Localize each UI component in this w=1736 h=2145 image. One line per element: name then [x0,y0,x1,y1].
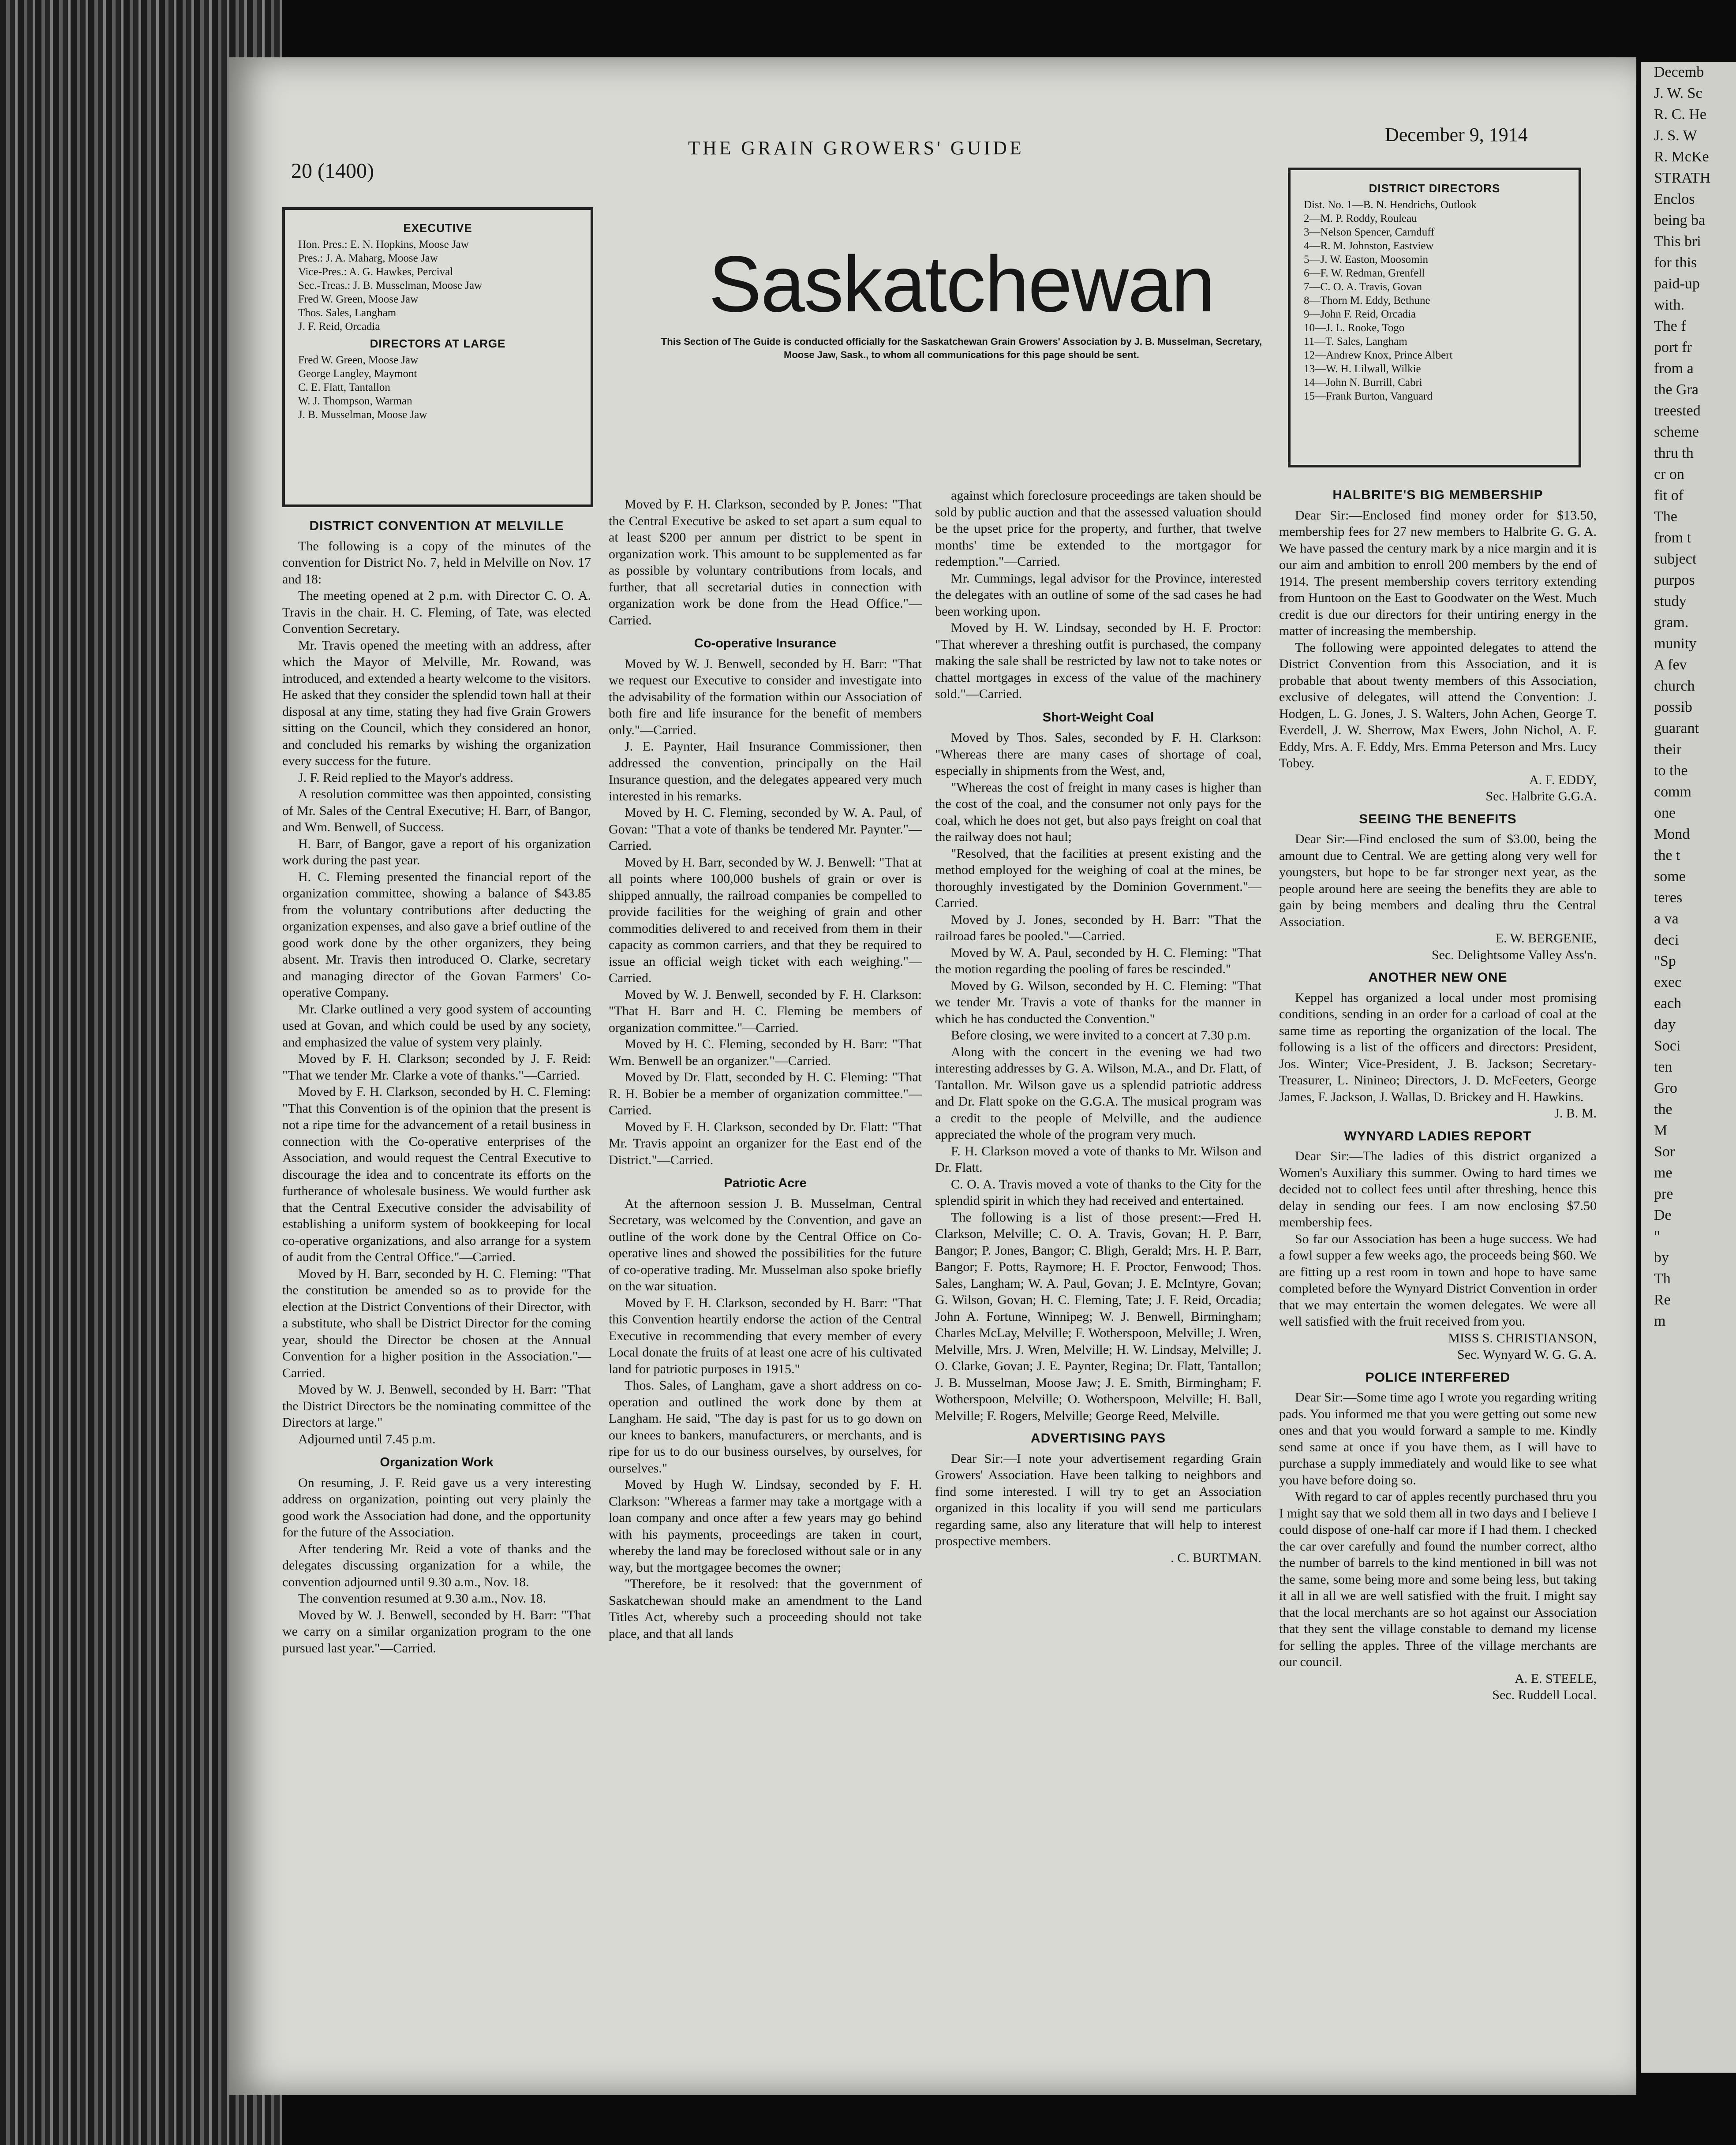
paragraph: Keppel has organized a local under most promising conditions, sending in an order for a carload of coal at the same time as reporting the organization of the local. The following is a list of the officers and directors: President, Jos. Winter; Vice-President, J. B. Jackson; Secretary-Treasurer, L. Ninineo; Directors, J. D. McFeeters, George James, F. Jackson, J. Wallas, D. Brickey and H. Hawkins. [1279,990,1597,1104]
text-fragment: munity [1654,635,1697,652]
text-fragment: church [1654,678,1695,694]
paragraph: J. E. Paynter, Hail Insurance Commissioner, then addressed the convention, principally on the Hail Insurance question, and the delegates appeared very much interested in his remarks. [609,739,922,803]
list-item: Sec.-Treas.: J. B. Musselman, Moose Jaw [298,280,483,291]
column-3 [935,487,1261,1566]
article-heading: HALBRITE'S BIG MEMBERSHIP [1332,488,1543,502]
article-body [1279,1389,1597,1670]
list-item: 9—John F. Reid, Orcadia [1304,308,1416,320]
paragraph: Mr. Clarke outlined a very good system of accounting used at Govan, and which could be used by any society, and emphasized the value of system very plainly. [282,1001,591,1050]
list-item: 14—John N. Burrill, Cabri [1304,377,1422,389]
signature: A. E. STEELE, [1515,1671,1597,1686]
directors-at-large-list [298,353,577,422]
list-item: 15—Frank Burton, Vanguard [1304,390,1433,402]
article-body [935,1450,1261,1550]
article-body [1279,1148,1597,1330]
text-fragment: teres [1654,889,1683,906]
text-fragment: The f [1654,318,1686,334]
list-item: 13—W. H. Lilwall, Wilkie [1304,363,1421,375]
executive-box [282,207,593,507]
list-item: 12—Andrew Knox, Prince Albert [1304,349,1453,361]
signature: Sec. Halbrite G.G.A. [1485,789,1597,803]
paragraph: A resolution committee was then appointed, consisting of Mr. Sales of the Central Executive; H. Barr, of Bangor, and Wm. Benwell, of Success. [282,787,591,834]
paragraph: Moved by F. H. Clarkson, seconded by H. Barr: "That this Convention heartily endorse the action of the Central Executive in recommending that every member of every Local donate the fruits of at least one acre of his cultivated land for patriotic purposes in 1915." [609,1295,922,1376]
paragraph: Moved by F. H. Clarkson, seconded by P. Jones: "That the Central Executive be asked to set apart a sum equal to at least $200 per annum per district to be spent in organization work. This amount to be supplemented as far as possible by voluntary contributions from locals, and further, that all secretarial duties in connection with organization work be done from the Head Office."—Carried. [609,497,922,628]
text-fragment: from a [1654,360,1694,377]
text-fragment: the [1654,1101,1672,1117]
paragraph: Moved by H. Barr, seconded by W. J. Benwell: "That at all points where 100,000 bushels of grain or over is shipped annually, the railroad companies be compelled to provide facilities for the weighing of grain and other commodities delivered to and received from them in their capacity as common carriers, and that they be required to issue an official weigh ticket with each weighing."—Carried. [609,855,922,985]
article-heading: ADVERTISING PAYS [1030,1431,1166,1446]
paragraph: Mr. Travis opened the meeting with an address, after which the Mayor of Melville, Mr. Rowand, was introduced, and extended a hearty welcome to the visitors. He asked that they consider the splendid town hall at their disposal at any time, stating they had five Grain Growers sitting on the Council, which they considered an honor, and concluded his remarks by wishing the organization every success for the future. [282,638,591,768]
paragraph: Moved by Hugh W. Lindsay, seconded by F. H. Clarkson: "Whereas a farmer may take a mortgage with a loan company and once after a few years may go behind with his payments, proceedings are taken in court, whereby the land may be foreclosed without sale or in any way, but the mortgagee becomes the owner; [609,1477,922,1575]
newspaper-page [229,57,1636,2095]
paragraph: Mr. Cummings, legal advisor for the Province, interested the delegates with an outline of some of the sad cases he had been working upon. [935,571,1261,619]
text-fragment: purpos [1654,572,1695,588]
article-body [935,487,1261,703]
paragraph: Moved by F. H. Clarkson, seconded by H. C. Fleming: "That this Convention is of the opinion that the present is not a ripe time for the advancement of a retail business in connection with the Co-operative enterprises of the Association, and would request the Central Executive to discourage the idea and to concentrate its efforts on the furtherance of wholesale business. We would further ask that the Central Executive consider the advisability of establishing a uniform system of bookkeeping for local co-operative organizations, and also arrange for a system of audit from the Central Office."—Carried. [282,1084,591,1264]
paragraph: Moved by H. Barr, seconded by H. C. Fleming: "That the constitution be amended so as to provide for the election at the District Conventions of their Director, with a substitute, who shall be District Director for the coming year, should the Director be chosen at the Annual Convention for a higher position in the Association."—Carried. [282,1266,591,1380]
paragraph: At the afternoon session J. B. Musselman, Central Secretary, was welcomed by the Convention, and gave an outline of the work done by the Central Office on Co-operative lines and showed the possibilities for the future of co-operative trading. Mr. Musselman also spoke briefly on the war situation. [609,1196,922,1293]
text-fragment: STRATH [1654,170,1711,186]
text-fragment: study [1654,593,1687,609]
text-fragment: A fev [1654,657,1687,673]
district-directors-list [1304,198,1565,403]
paragraph: Moved by Dr. Flatt, seconded by H. C. Fleming: "That R. H. Bobier be a member of organization committee."—Carried. [609,1070,922,1117]
paragraph: Dear Sir:—Enclosed find money order for $13.50, membership fees for 27 new members to Halbrite G. G. A. We have passed the century mark by a nice margin and it is our aim and ambition to enroll 200 members by the end of 1914. The present membership covers territory extending from Huntoon on the East to Goodwater on the West. Much credit is due our directors for their untiring energy in the matter of increasing the membership. [1279,508,1597,638]
text-fragment: Mond [1654,826,1690,842]
list-item: 11—T. Sales, Langham [1304,336,1407,348]
signature: Sec. Wynyard W. G. G. A. [1457,1347,1597,1362]
subheading: Short-Weight Coal [1042,710,1154,725]
paragraph: Moved by H. C. Fleming, seconded by H. Barr: "That Wm. Benwell be an organizer."—Carried. [609,1037,922,1068]
text-fragment: from t [1654,530,1691,546]
paragraph: Moved by W. J. Benwell, seconded by H. Barr: "That the District Directors be the nominating committee of the Directors at large." [282,1382,591,1430]
list-item: 10—J. L. Rooke, Togo [1304,322,1405,334]
text-fragment: paid-up [1654,276,1700,292]
text-fragment: R. C. He [1654,106,1706,123]
text-fragment: day [1654,1016,1676,1033]
paragraph: Thos. Sales, of Langham, gave a short address on co-operation and outlined the work done by them at Langham. He said, "The day is past for us to go down on our knees to bankers, manufacturers, or merchants, and is ripe for us to do our business ourselves, by ourselves, for ourselves." [609,1378,922,1476]
paragraph: Moved by W. J. Benwell, seconded by F. H. Clarkson: "That H. Barr and H. C. Fleming be members of organization committee."—Carried. [609,987,922,1035]
paragraph: J. F. Reid replied to the Mayor's address. [298,770,513,785]
paragraph: Moved by G. Wilson, seconded by H. C. Fleming: "That we tender Mr. Travis a vote of thanks for the manner in which he has conducted the Convention." [935,978,1261,1026]
text-fragment: exec [1654,974,1682,990]
text-fragment: pre [1654,1186,1673,1202]
text-fragment: some [1654,868,1686,885]
paragraph: Moved by H. W. Lindsay, seconded by H. F. Proctor: "That wherever a threshing outfit is purchased, the company making the sale shall be restricted by law not to take notes or chattel mortgages in excess of the value of the machinery sold."—Carried. [935,620,1261,701]
text-fragment: The [1654,508,1677,525]
paragraph: Moved by W. A. Paul, seconded by H. C. Fleming: "That the motion regarding the pooling of fares be rescinded." [935,945,1261,976]
text-fragment: their [1654,741,1682,758]
text-fragment: possib [1654,699,1692,715]
text-fragment: the t [1654,847,1680,863]
executive-heading: EXECUTIVE [403,221,472,235]
district-directors-box [1288,168,1581,467]
paragraph: Dear Sir:—Some time ago I wrote you regarding writing pads. You informed me that you were getting out some new ones and that you would forward a sample to me. Kindly send same at once if you have them, as I will have to purchase a supply immediately and would like to see what you have before doing so. [1279,1390,1597,1487]
paragraph: Moved by Thos. Sales, seconded by F. H. Clarkson: "Whereas there are many cases of shortage of coal, especially in shipments from the West, and, [935,730,1261,778]
article-body [609,656,922,1169]
list-item: 5—J. W. Easton, Moosomin [1304,254,1428,265]
list-item: 7—C. O. A. Travis, Govan [1304,281,1422,293]
text-fragment: fit of [1654,487,1684,504]
paragraph: The following is a list of those present:—Fred H. Clarkson, Melville; C. O. A. Travis, Govan; H. P. Barr, Bangor; P. Jones, Bangor; C. Bligh, Gerald; Mrs. H. P. Barr, Bangor; F. Potts, Raymore; H. F. Proctor, Fenwood; Thos. Sales, Langham; W. A. Paul, Govan; J. E. McIntyre, Govan; G. Wilson, Govan; H. C. Fleming, Tate; J. F. Reid, Orcadia; John A. Fortune, Winnipeg; W. J. Benwell, Birmingham; Charles McLay, Melville; F. Wotherspoon, Melville; J. Wren, Melville, Mrs. J. Wren, Melville; H. W. Lindsay, Melville; J. O. Clarke, Govan; J. E. Paynter, Regina; Dr. Flatt, Tantallon; J. B. Musselman, Moose Jaw; J. E. Smith, Birmingham; F. Wotherspoon, Melville; O. Wotherspoon, Melville; H. Ball, Melville; F. Rogers, Melville; George Reed, Melville. [935,1210,1261,1423]
text-fragment: treested [1654,403,1701,419]
paragraph: Moved by H. C. Fleming, seconded by W. A. Paul, of Govan: "That a vote of thanks be tendered Mr. Paynter."—Carried. [609,805,922,853]
paragraph: Dear Sir:—Find enclosed the sum of $3.00, being the amount due to Central. We are getting along very well for youngsters, but hope to be far stronger next year, as the people around here are seeing the benefits they are able to gain by being members and dealing thru the Central Association. [1279,832,1597,929]
list-item: 3—Nelson Spencer, Carnduff [1304,226,1435,238]
paragraph: Moved by W. J. Benwell, seconded by H. Barr: "That we request our Executive to consider and investigate into the advisability of the formation within our Association of both fire and life insurance for the benefit of members only."—Carried. [609,656,922,737]
text-fragment: cr on [1654,466,1684,482]
text-fragment: M [1654,1122,1668,1139]
text-fragment: gram. [1654,614,1689,631]
list-item: 4—R. M. Johnston, Eastview [1304,240,1434,252]
article-heading: WYNYARD LADIES REPORT [1344,1129,1532,1144]
paragraph: C. O. A. Travis moved a vote of thanks to the City for the splendid spirit in which they had received and entertained. [935,1177,1261,1208]
signature: Sec. Ruddell Local. [1492,1688,1597,1702]
paragraph: With regard to car of apples recently purchased thru you I might say that we sold them all in two days and I believe I could dispose of one-half car more if I had them. I checked the car over carefully and found the number correct, altho the number of barrels to the kind mentioned in bill was not the same, some being more and some being less, but taking it all in all we are well satisfied with the fruit. I might say that the local merchants are so hot against our Association that they sent the village constable to demand my license for selling the apples. Three of the village merchants are our council. [1279,1489,1597,1669]
paragraph: Moved by F. H. Clarkson, seconded by Dr. Flatt: "That Mr. Travis appoint an organizer for the East end of the District."—Carried. [609,1119,922,1167]
article-body [609,496,922,628]
paragraph: Adjourned until 7.45 p.m. [298,1431,436,1446]
article-body [1279,507,1597,772]
text-fragment: Th [1654,1271,1671,1287]
signature: Sec. Delightsome Valley Ass'n. [1432,947,1597,962]
list-item: George Langley, Maymont [298,368,417,380]
article-heading: DISTRICT CONVENTION AT MELVILLE [309,519,564,533]
text-fragment: port fr [1654,339,1692,355]
list-item: Hon. Pres.: E. N. Hopkins, Moose Jaw [298,239,469,250]
paragraph: The meeting opened at 2 p.m. with Director C. O. A. Travis in the chair. H. C. Fleming, of Tate, was elected Convention Secretary. [282,588,591,636]
district-directors-heading: DISTRICT DIRECTORS [1369,182,1500,195]
text-fragment: each [1654,995,1682,1012]
list-item: Fred W. Green, Moose Jaw [298,354,419,366]
column-2 [609,496,922,1642]
paragraph: The following were appointed delegates to attend the District Convention from this Association, and it is probable that about twenty members of this Association, exclusive of delegates, will attend the Convention: J. Hodgen, L. G. Jones, J. S. Walters, John Achen, George T. Everdell, J. W. Sherrow, Max Ewers, John Nichol, A. F. Eddy, Mrs. A. F. Eddy, Mrs. Emma Peterson and Mrs. Lucy Tobey. [1279,640,1597,770]
signature: A. F. EDDY, [1529,772,1597,787]
masthead [653,240,1270,362]
paragraph: H. C. Fleming presented the financial report of the organization committee, showing a balance of $43.85 from the voluntary contributions after deducting the organization expenses, and also gave a brief outline of the good work done by the other organizers, they being absent. Mr. Travis then introduced O. Clarke, secretary and managing director of the Govan Farmers' Co-operative Company. [282,869,591,1000]
paragraph: "Resolved, that the facilities at present existing and the method employed for the weighing of coal at the mines, be thoroughly investigated by the Dominion Government."—Carried. [935,846,1261,910]
paragraph: against which foreclosure proceedings are taken should be sold by public auction and that the assessed valuation should be the upset price for the property, and further, that twelve months' time be extended to the mortgagor for redemption."—Carried. [935,488,1261,569]
signature: . C. BURTMAN. [1171,1550,1261,1565]
text-fragment: a va [1654,911,1679,927]
adjacent-page-fragment [1641,62,1736,2073]
text-fragment: Decemb [1654,64,1704,80]
paragraph: Before closing, we were invited to a concert at 7.30 p.m. [951,1028,1251,1043]
paragraph: So far our Association has been a huge success. We had a fowl supper a few weeks ago, the proceeds being $60. We are fitting up a rest room in town and hope to have same completed before the Wynyard District Convention in order that we may entertain the women delegates. We were all well satisfied with the fruit received from you. [1279,1231,1597,1329]
list-item: Dist. No. 1—B. N. Hendrichs, Outlook [1304,199,1477,211]
subheading: Patriotic Acre [724,1176,807,1190]
paragraph: "Whereas the cost of freight in many cases is higher than the cost of the coal, and the consumer not only pays for the coal, which he does not get, but also pays freight on coal that the railway does not haul; [935,780,1261,844]
list-item: W. J. Thompson, Warman [298,395,412,407]
text-fragment: the Gra [1654,381,1699,398]
text-fragment: deci [1654,932,1679,948]
section-subtitle: This Section of The Guide is conducted officially for the Saskatchewan Grain Growers' Association by J. B. Musselman, Secretary, Moose Jaw, Sask., to whom all communications for this page should be sent. [661,336,1262,360]
list-item: 2—M. P. Roddy, Rouleau [1304,213,1417,224]
list-item: Thos. Sales, Langham [298,307,397,319]
text-fragment: comm [1654,784,1691,800]
text-fragment: This bri [1654,233,1701,250]
text-fragment: by [1654,1249,1669,1266]
paragraph: On resuming, J. F. Reid gave us a very interesting address on organization, pointing out very plainly the good work the Association had done, and the opportunity for the future of the Association. [282,1475,591,1540]
article-body [1279,831,1597,930]
article-heading: ANOTHER NEW ONE [1368,970,1508,985]
article-body [609,1196,922,1642]
paragraph: Along with the concert in the evening we had two interesting addresses by G. A. Wilson, M.A., and Dr. Flatt, of Tantallon. Mr. Wilson gave us a splendid patriotic address and Dr. Flatt spoke on the G.G.A. The musical program was a credit to the people of Melville, and the audience appreciated the whole of the program very much. [935,1044,1261,1142]
subheading: Co-operative Insurance [694,636,837,650]
text-fragment: R. McKe [1654,149,1709,165]
paper-title: THE GRAIN GROWERS' GUIDE [688,137,1024,159]
paragraph: "Therefore, be it resolved: that the government of Saskatchewan should make an amendment to the Land Titles Act, whereby such a proceeding should not take place, and that all lands [609,1577,922,1641]
paragraph: Dear Sir:—The ladies of this district organized a Women's Auxiliary this summer. Owing to hard times we decided not to collect fees until after threshing, hence this delay in sending our fees. I am now enclosing $7.50 membership fees. [1279,1149,1597,1229]
text-fragment: ten [1654,1059,1672,1075]
paragraph: Moved by W. J. Benwell, seconded by H. Barr: "That we carry on a similar organization program to the one pursued last year."—Carried. [282,1607,591,1655]
paragraph: Moved by J. Jones, seconded by H. Barr: "That the railroad fares be pooled."—Carried. [935,912,1261,943]
list-item: J. F. Reid, Orcadia [298,321,380,333]
text-fragment: for this [1654,254,1697,271]
paragraph: After tendering Mr. Reid a vote of thanks and the delegates discussing organization for a while, the convention adjourned until 9.30 a.m., Nov. 18. [282,1541,591,1589]
text-fragment: subject [1654,551,1697,567]
paragraph: Dear Sir:—I note your advertisement regarding Grain Growers' Association. Have been talking to neighbors and find some interested. I will try to get an Association organized in this locality if you will send me particulars regarding same, also any literature that will help to interest prospective members. [935,1451,1261,1548]
paragraph: The convention resumed at 9.30 a.m., Nov. 18. [298,1591,546,1606]
paragraph: F. H. Clarkson moved a vote of thanks to Mr. Wilson and Dr. Flatt. [935,1144,1261,1175]
text-fragment: Gro [1654,1080,1677,1096]
text-fragment: to the [1654,762,1688,779]
signature: MISS S. CHRISTIANSON, [1448,1330,1597,1345]
issue-date: December 9, 1914 [1385,124,1528,146]
text-fragment: J. S. W [1654,127,1697,144]
text-fragment: "Sp [1654,953,1676,969]
article-body [282,538,591,1448]
section-title: Saskatchewan [708,240,1215,329]
text-fragment: Soci [1654,1038,1681,1054]
article-body [935,729,1261,1424]
article-heading: SEEING THE BENEFITS [1359,811,1517,826]
text-fragment: De [1654,1207,1672,1223]
text-fragment: me [1654,1165,1672,1181]
list-item: Fred W. Green, Moose Jaw [298,293,419,305]
paragraph: Moved by F. H. Clarkson; seconded by J. F. Reid: "That we tender Mr. Clarke a vote of thanks."—Carried. [282,1051,591,1083]
text-fragment: thru th [1654,445,1694,461]
text-fragment: scheme [1654,424,1699,440]
column-4 [1279,481,1597,1704]
signature: E. W. BERGENIE, [1495,931,1597,945]
paragraph: The following is a copy of the minutes of the convention for District No. 7, held in Melville on Nov. 17 and 18: [282,538,591,587]
directors-at-large-heading: DIRECTORS AT LARGE [370,337,506,350]
article-body [1279,990,1597,1106]
article-heading: POLICE INTERFERED [1365,1370,1511,1385]
list-item: C. E. Flatt, Tantallon [298,381,390,393]
text-fragment: " [1654,1228,1660,1244]
text-fragment: with. [1654,297,1684,313]
executive-list [298,238,577,333]
column-1 [282,512,591,1656]
page-number: 20 (1400) [291,159,374,183]
text-fragment: Enclos [1654,191,1695,207]
article-body [282,1475,591,1657]
list-item: Vice-Pres.: A. G. Hawkes, Percival [298,266,453,278]
text-fragment: one [1654,805,1676,821]
text-fragment: J. W. Sc [1654,85,1702,101]
list-item: 6—F. W. Redman, Grenfell [1304,267,1425,279]
list-item: 8—Thorn M. Eddy, Bethune [1304,295,1430,306]
text-fragment: m [1654,1313,1666,1329]
text-fragment: guarant [1654,720,1699,736]
text-fragment: being ba [1654,212,1706,228]
signature: J. B. M. [1554,1106,1597,1121]
subheading: Organization Work [380,1455,494,1469]
text-fragment: Sor [1654,1144,1675,1160]
paragraph: H. Barr, of Bangor, gave a report of his organization work during the past year. [282,836,591,867]
text-fragment: Re [1654,1292,1671,1308]
list-item: Pres.: J. A. Maharg, Moose Jaw [298,252,438,264]
list-item: J. B. Musselman, Moose Jaw [298,409,427,421]
